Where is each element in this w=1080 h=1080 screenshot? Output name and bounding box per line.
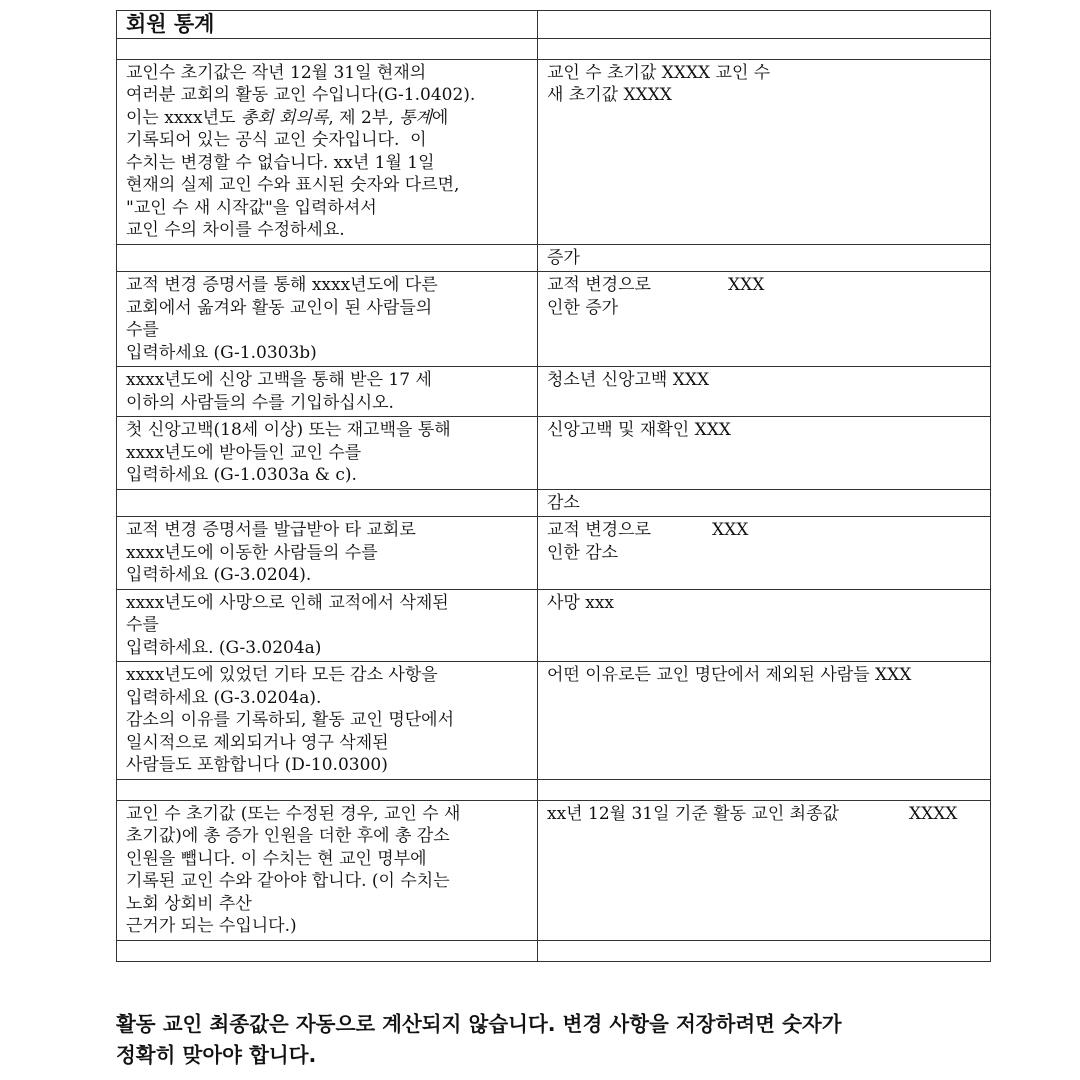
increase-heading: 증가 bbox=[547, 247, 580, 268]
row-description bbox=[117, 589, 538, 662]
row-text-line: 수를 bbox=[126, 320, 159, 340]
table-title: 회원 통계 bbox=[126, 11, 215, 36]
row-value-cell bbox=[538, 272, 991, 367]
row-text-line: xxxx년도에 이동한 사람들의 수를 bbox=[126, 542, 378, 563]
row-description bbox=[117, 59, 538, 244]
row-text-line: 수치는 변경할 수 없습니다. xx년 1월 1일 bbox=[126, 152, 435, 173]
table-row-final-count bbox=[117, 800, 991, 940]
spacer-cell bbox=[538, 38, 991, 59]
row-text-line: 교회에서 옮겨와 활동 교인이 된 사람들의 bbox=[126, 297, 433, 318]
table-row-transfer-in bbox=[117, 272, 991, 367]
row-text-line: 입력하세요 (G-1.0303b) bbox=[126, 342, 317, 363]
section-header-left bbox=[117, 244, 538, 272]
note-line: 활동 교인 최종값은 자동으로 계산되지 않습니다. 변경 사항을 저장하려면 숫자가 bbox=[116, 1012, 842, 1036]
row-text-line: 노회 상회비 추산 bbox=[126, 893, 252, 914]
row-description bbox=[117, 800, 538, 940]
row-value-line: 새 초기값 XXXX bbox=[547, 85, 672, 105]
row-text-line: 여러분 교회의 활동 교인 수입니다(G-1.0402). bbox=[126, 85, 476, 105]
row-value-cell bbox=[538, 517, 991, 590]
row-text-line: 교적 변경 증명서를 발급받아 타 교회로 bbox=[126, 520, 416, 540]
row-description bbox=[117, 367, 538, 417]
row-text-line: 기록된 교인 수와 같아야 합니다. (이 수치는 bbox=[126, 871, 450, 891]
row-text-line: 사람들도 포함합니다 (D-10.0300) bbox=[126, 755, 388, 775]
row-text-line: 입력하세요. (G-3.0204a) bbox=[126, 637, 322, 658]
section-header-decrease bbox=[538, 489, 991, 517]
row-text-segment: 에 bbox=[431, 107, 449, 128]
row-value-line: 사망 xxx bbox=[547, 592, 615, 613]
spacer-cell bbox=[117, 779, 538, 800]
row-text-line: 입력하세요 (G-3.0204a). bbox=[126, 687, 322, 708]
row-text-line: "교인 수 새 시작값"을 입력하셔서 bbox=[126, 197, 377, 218]
row-value-line: 청소년 신앙고백 XXX bbox=[547, 370, 710, 390]
row-value-label: 인한 증가 bbox=[547, 297, 619, 318]
row-value: XXXX bbox=[909, 803, 958, 824]
row-text-line: 근거가 되는 수입니다.) bbox=[126, 916, 297, 936]
table-row-youth-profession bbox=[117, 367, 991, 417]
row-value-label: 교적 변경으로 bbox=[547, 520, 651, 540]
row-value: XXX bbox=[728, 275, 765, 295]
row-text-line: 교인 수의 차이를 수정하세요. bbox=[126, 220, 345, 240]
row-text-line: 일시적으로 제외되거나 영구 삭제된 bbox=[126, 732, 389, 753]
row-text-line: 교인 수 초기값 (또는 수정된 경우, 교인 수 새 bbox=[126, 803, 461, 824]
row-text-segment: 이는 xxxx년도 bbox=[126, 107, 241, 128]
row-value-label: xx년 12월 31일 기준 활동 교인 최종값 bbox=[547, 803, 839, 824]
spacer-cell bbox=[117, 940, 538, 961]
row-text-line: 감소의 이유를 기록하되, 활동 교인 명단에서 bbox=[126, 710, 455, 730]
row-value-line: 교인 수 초기값 XXXX 교인 수 bbox=[547, 62, 771, 83]
row-value: XXX bbox=[712, 520, 749, 540]
table-row-transfer-out bbox=[117, 517, 991, 590]
row-value-cell bbox=[538, 589, 991, 662]
row-description bbox=[117, 517, 538, 590]
section-header-increase bbox=[538, 244, 991, 272]
membership-statistics-table bbox=[116, 10, 991, 962]
row-description bbox=[117, 662, 538, 780]
spacer-cell bbox=[538, 779, 991, 800]
section-header-left bbox=[117, 489, 538, 517]
table-row-other-losses bbox=[117, 662, 991, 780]
table-title-cell bbox=[117, 11, 538, 39]
row-text-line: 현재의 실제 교인 수와 표시된 숫자와 다르면, bbox=[126, 175, 460, 195]
row-text-line: 입력하세요 (G-3.0204). bbox=[126, 565, 312, 585]
assembly-minutes-italic: 총회 회의록 bbox=[240, 107, 329, 128]
row-text-line: 인원을 뺍니다. 이 수치는 현 교인 명부에 bbox=[126, 848, 427, 869]
table-row-profession-reaffirmation bbox=[117, 417, 991, 490]
row-value-label: 교적 변경으로 bbox=[547, 275, 651, 295]
row-text-line bbox=[126, 107, 528, 130]
final-count-warning-note bbox=[116, 1009, 1016, 1071]
row-value-cell bbox=[538, 662, 991, 780]
decrease-heading: 감소 bbox=[547, 492, 580, 513]
row-text-line: 입력하세요 (G-1.0303a & c). bbox=[126, 465, 357, 485]
section-header-row-decrease bbox=[117, 489, 991, 517]
row-text-segment: , 제 2부, bbox=[328, 107, 400, 128]
table-row-deaths bbox=[117, 589, 991, 662]
row-text-line: xxxx년도에 사망으로 인해 교적에서 삭제된 bbox=[126, 592, 449, 613]
row-text-line: xxxx년도에 있었던 기타 모든 감소 사항을 bbox=[126, 665, 438, 685]
row-text-line: xxxx년도에 신앙 고백을 통해 받은 17 세 bbox=[126, 370, 432, 390]
statistics-italic: 통계 bbox=[399, 107, 432, 128]
row-value-cell bbox=[538, 800, 991, 940]
row-text-line: 첫 신앙고백(18세 이상) 또는 재고백을 통해 bbox=[126, 420, 451, 440]
note-line: 정확히 맞아야 합니다. bbox=[116, 1043, 317, 1067]
row-text-line: 기록되어 있는 공식 교인 숫자입니다. 이 bbox=[126, 130, 427, 150]
table-title-right-cell bbox=[538, 11, 991, 39]
row-description bbox=[117, 417, 538, 490]
row-value-cell bbox=[538, 367, 991, 417]
row-text-line: xxxx년도에 받아들인 교인 수를 bbox=[126, 442, 362, 463]
row-description bbox=[117, 272, 538, 367]
table-row-initial-count bbox=[117, 59, 991, 244]
spacer-cell bbox=[117, 38, 538, 59]
row-text-line: 수를 bbox=[126, 615, 159, 635]
row-value-line: 신앙고백 및 재확인 XXX bbox=[547, 420, 731, 440]
row-value-cell bbox=[538, 417, 991, 490]
row-value-line: 어떤 이유로든 교인 명단에서 제외된 사람들 XXX bbox=[547, 665, 912, 685]
spacer-cell bbox=[538, 940, 991, 961]
row-value-cell bbox=[538, 59, 991, 244]
row-text-line: 교인수 초기값은 작년 12월 31일 현재의 bbox=[126, 62, 427, 83]
row-text-line: 초기값)에 총 증가 인원을 더한 후에 총 감소 bbox=[126, 826, 450, 846]
row-text-line: 이하의 사람들의 수를 기입하십시오. bbox=[126, 392, 394, 413]
section-header-row-increase bbox=[117, 244, 991, 272]
row-value-label: 인한 감소 bbox=[547, 542, 619, 563]
row-text-line: 교적 변경 증명서를 통해 xxxx년도에 다른 bbox=[126, 275, 438, 295]
